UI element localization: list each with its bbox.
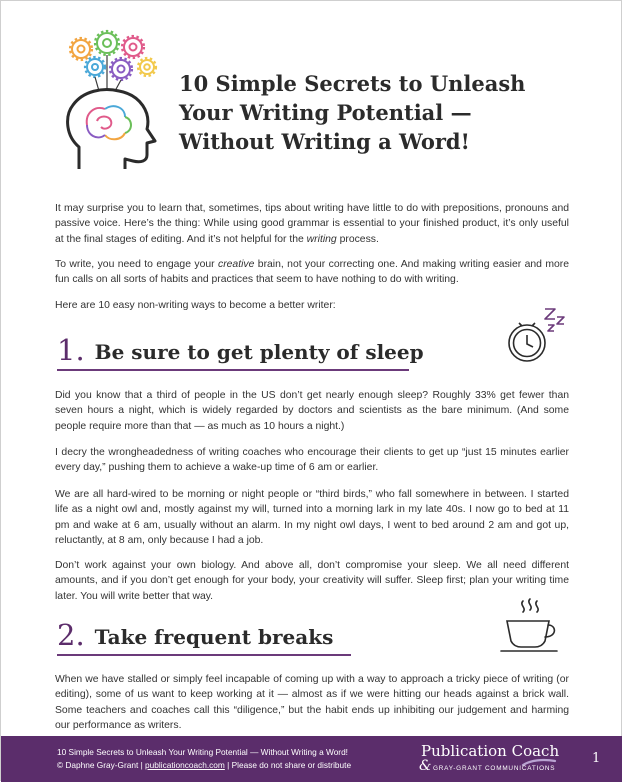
section-1-paragraph-3: We are all hard-wired to be morning or night people or “third birds,” who fall somewhere in between. I started life as a night owl and, mostly against my will, turned into a morning lark in my late 40s. I now go to bed at 11 pm and wake at 6 am, usually without an alarm. In my night owl days, I went to bed around 2 am and got up, reluctantly, at 8 am, only because I had a job.	[55, 489, 569, 546]
section-2-underline	[57, 654, 351, 656]
section-1-paragraph-4: Don’t work against your own biology. And above all, don’t compromise your sleep. We all need different amounts, and if you don’t get enough for your body, your creativity will suffer. Sleep first; plan your writing time later. You will write better that way.	[55, 560, 569, 602]
section-1-number: 1.	[57, 333, 85, 367]
footer-notice: | Please do not share or distribute	[224, 760, 352, 770]
section-2-heading	[57, 610, 333, 650]
title-line-3: Without Writing a Word!	[179, 129, 470, 154]
section-2-paragraph-1: When we have stalled or simply feel incapable of coming up with a way to approach a tricky piece of writing (or editing), some of us want to keep working at it — almost as if we were hitting our heads against a brick wall. Some teachers and coaches call this “diligence,” but the habit ends up inhibiting our judgement and harming our performance as writers.	[55, 674, 569, 731]
logo-subtitle: GRAY-GRANT COMMUNICATIONS	[433, 765, 556, 772]
section-2-title: Take frequent breaks	[94, 625, 334, 649]
coffee-cup-icon	[497, 597, 565, 655]
section-1-paragraph-2: I decry the wrongheadedness of writing coaches who encourage their clients to get up “just 15 minutes earlier every day,” pushing them to achieve a wake-up time of 6 am or earlier.	[55, 447, 569, 474]
intro-p1-text-b: process.	[336, 233, 379, 245]
intro-p1-text-a: It may surprise you to learn that, sometimes, tips about writing have little to do with prepositions, pronouns and passive voice. Here’s the thing: While using good grammar is essential to your finished product, it’s only useful at the final stages of editing. And it’s not helpful for the	[55, 203, 569, 245]
logo-ampersand: &	[419, 758, 432, 774]
section-1-paragraph-1: Did you know that a third of people in the US don’t get nearly enough sleep? Roughly 33% get fewer than seven hours a night, which is widely regarded by doctors and scientists as the bare minimum. (And some people require more than that — as much as 10 hours a night.)	[55, 390, 569, 432]
page-number: 1	[592, 751, 601, 766]
intro-p2-text-b: brain, not your correcting one. And making writing easier and more fun calls on all sorts of habits and practices that seem to have nothing to do with writing.	[55, 259, 569, 286]
intro-paragraph-2	[55, 257, 569, 288]
intro-paragraph-1	[55, 201, 569, 247]
intro-p2-text-a: To write, you need to engage your	[55, 259, 218, 270]
intro-paragraph-3: Here are 10 easy non-writing ways to become a better writer:	[55, 300, 336, 311]
document-title	[179, 69, 599, 156]
section-1-heading	[57, 325, 424, 365]
logo-word-coach: Coach	[511, 742, 560, 760]
intro-p2-emphasis: creative	[218, 259, 255, 270]
logo-word-publication: Publication	[421, 742, 512, 760]
title-line-1: 10 Simple Secrets to Unleash	[179, 71, 526, 96]
intro-p1-emphasis: writing	[306, 233, 337, 245]
section-2-number: 2.	[57, 618, 85, 652]
section-1-title: Be sure to get plenty of sleep	[94, 340, 424, 364]
footer-website-link[interactable]: publicationcoach.com	[145, 760, 225, 770]
footer-author: © Daphne Gray-Grant |	[57, 760, 146, 770]
title-line-2: Your Writing Potential —	[179, 100, 472, 125]
page-footer	[1, 736, 622, 782]
footer-document-title: 10 Simple Secrets to Unleash Your Writing Potential — Without Writing a Word!	[57, 747, 348, 757]
clock-zzz-icon	[499, 301, 575, 371]
head-gears-icon	[59, 29, 171, 177]
footer-copyright	[57, 760, 351, 770]
section-1-underline	[57, 369, 409, 371]
